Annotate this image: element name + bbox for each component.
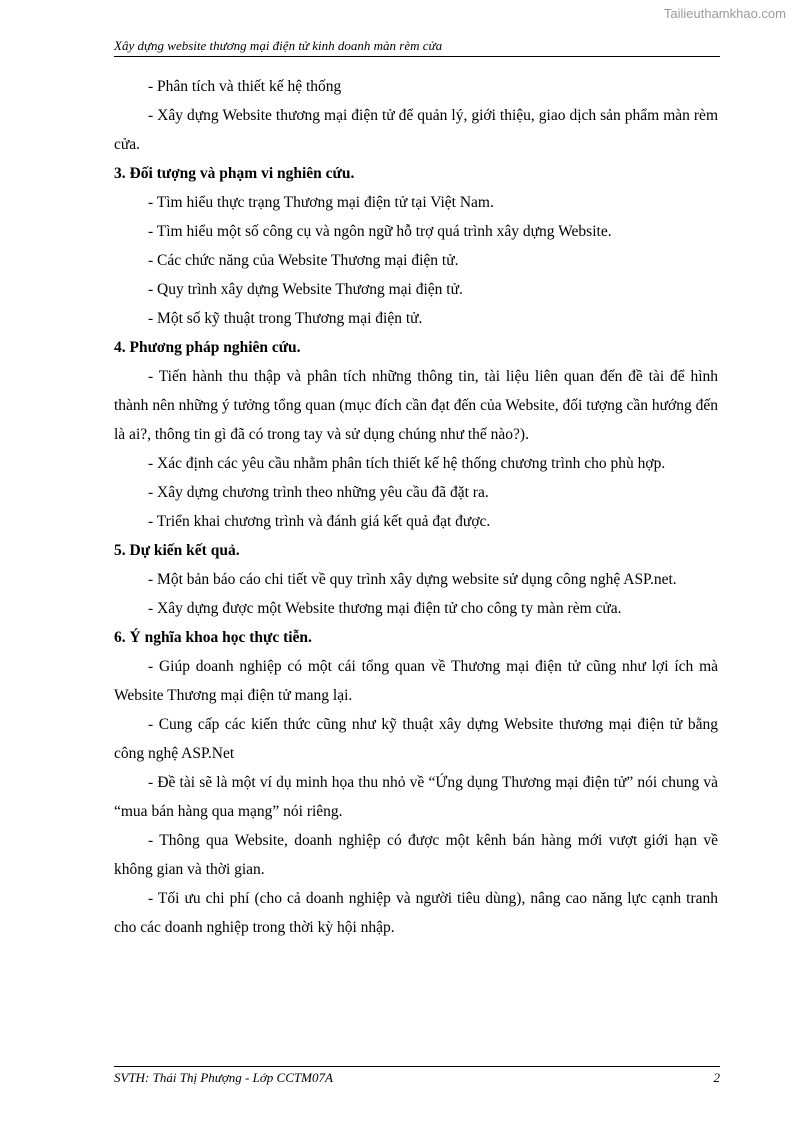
body-paragraph: - Tìm hiểu thực trạng Thương mại điện tử tại Việt Nam. bbox=[148, 194, 494, 211]
footer-author: SVTH: Thái Thị Phượng - Lớp CCTM07A bbox=[114, 1070, 333, 1085]
body-paragraph: - Quy trình xây dựng Website Thương mại điện tử. bbox=[148, 281, 463, 298]
body-paragraph: - Triển khai chương trình và đánh giá kết quả đạt được. bbox=[148, 513, 491, 530]
page-header bbox=[114, 38, 720, 57]
header-title: Xây dựng website thương mại điện tử kinh doanh màn rèm cửa bbox=[114, 38, 443, 53]
body-paragraph: - Một bản báo cáo chi tiết về quy trình xây dựng website sử dụng công nghệ ASP.net. bbox=[148, 571, 677, 588]
page-body bbox=[114, 72, 718, 942]
body-paragraph: - Một số kỹ thuật trong Thương mại điện tử. bbox=[148, 310, 423, 327]
section-heading: 4. Phương pháp nghiên cứu. bbox=[114, 339, 301, 356]
body-paragraph: - Phân tích và thiết kế hệ thống bbox=[148, 78, 342, 95]
body-paragraph: - Giúp doanh nghiệp có một cái tổng quan về Thương mại điện tử cũng như lợi ích mà Website Thương mại điện tử mang lại. bbox=[114, 658, 718, 704]
body-paragraph: - Xây dựng chương trình theo những yêu cầu đã đặt ra. bbox=[148, 484, 489, 501]
body-paragraph: - Các chức năng của Website Thương mại điện tử. bbox=[148, 252, 459, 269]
page-footer bbox=[114, 1066, 720, 1086]
section-heading: 5. Dự kiến kết quả. bbox=[114, 542, 240, 559]
page-number: 2 bbox=[713, 1070, 720, 1085]
section-heading: 6. Ý nghĩa khoa học thực tiễn. bbox=[114, 629, 312, 646]
body-paragraph: - Xây dựng Website thương mại điện tử để quản lý, giới thiệu, giao dịch sản phẩm màn rèm cửa. bbox=[114, 107, 718, 153]
body-paragraph: - Thông qua Website, doanh nghiệp có được một kênh bán hàng mới vượt giới hạn về không gian và thời gian. bbox=[114, 832, 718, 878]
body-paragraph: - Xác định các yêu cầu nhằm phân tích thiết kế hệ thống chương trình cho phù hợp. bbox=[148, 455, 666, 472]
watermark: Tailieuthamkhao.com bbox=[663, 6, 786, 21]
section-heading: 3. Đối tượng và phạm vi nghiên cứu. bbox=[114, 165, 355, 182]
body-paragraph: - Cung cấp các kiến thức cũng như kỹ thuật xây dựng Website thương mại điện tử bằng công nghệ ASP.Net bbox=[114, 716, 718, 762]
body-paragraph: - Tiến hành thu thập và phân tích những thông tin, tài liệu liên quan đến đề tài để hình thành nên những ý tưởng tổng quan (mục đích cần đạt đến của Website, đối tượng cần hướng đến là ai?, thông tin gì đã có trong tay và sử dụng chúng như thế nào?). bbox=[114, 368, 718, 443]
body-paragraph: - Xây dựng được một Website thương mại điện tử cho công ty màn rèm cửa. bbox=[148, 600, 622, 617]
body-paragraph: - Tìm hiểu một số công cụ và ngôn ngữ hỗ trợ quá trình xây dựng Website. bbox=[148, 223, 612, 240]
body-paragraph: - Tối ưu chi phí (cho cả doanh nghiệp và người tiêu dùng), nâng cao năng lực cạnh tranh cho các doanh nghiệp trong thời kỳ hội nhập. bbox=[114, 890, 718, 936]
body-paragraph: - Đề tài sẽ là một ví dụ minh họa thu nhỏ về “Ứng dụng Thương mại điện tử” nói chung và “mua bán hàng qua mạng” nói riêng. bbox=[114, 774, 718, 820]
